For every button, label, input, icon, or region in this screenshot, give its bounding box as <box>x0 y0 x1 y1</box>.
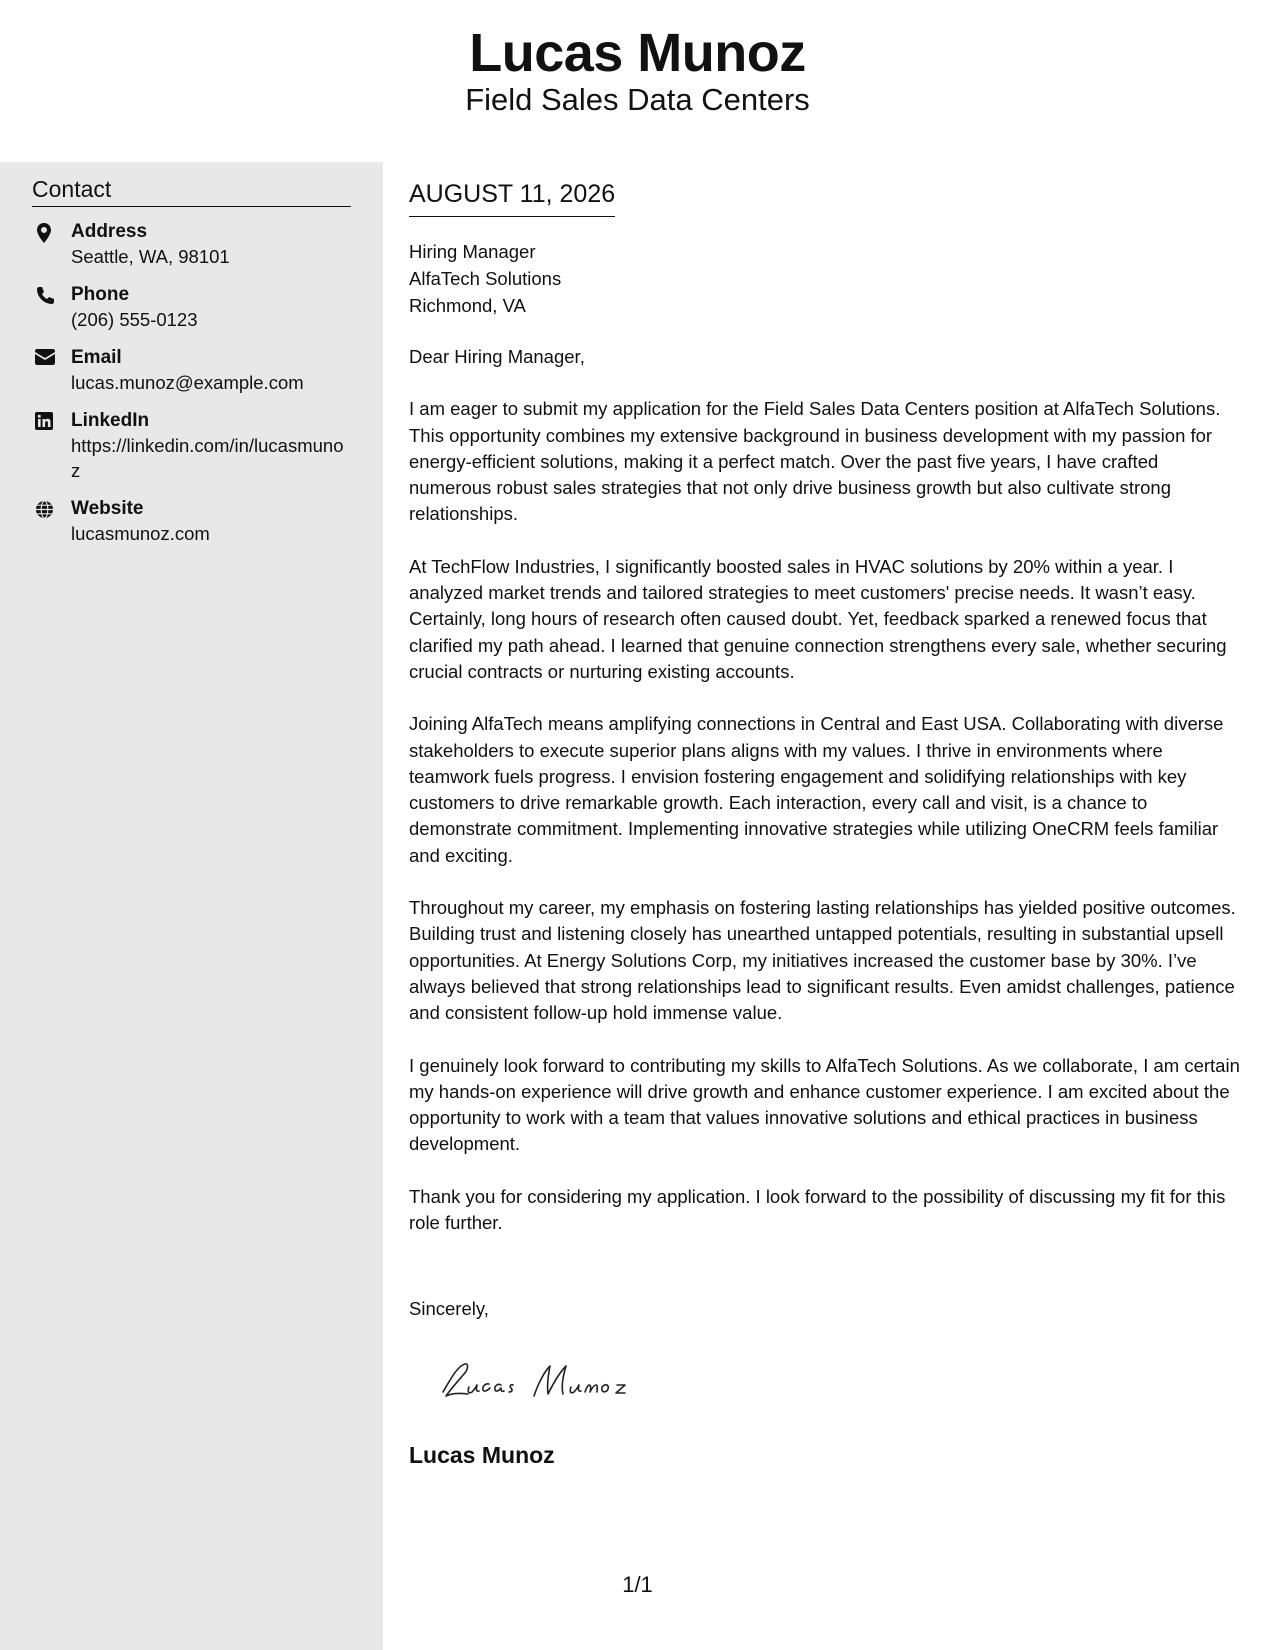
paragraph: Joining AlfaTech means amplifying connections in Central and East USA. Collaborating with diverse stakeholders to execute superior plans aligns with my values. I thrive in environments where teamwork fuels progress. I envision fostering engagement and solidifying relationships with key customers to drive remarkable growth. Each interaction, every call and visit, is a chance to demonstrate commitment. Implementing innovative strategies while utilizing OneCRM feels familiar and exciting. <box>409 713 1224 866</box>
contact-item-phone <box>32 283 352 332</box>
contact-item-linkedin <box>32 409 352 483</box>
paragraph: Thank you for considering my application. I look forward to the possibility of discussing my fit for this role further. <box>409 1185 1226 1234</box>
phone-icon <box>35 286 53 304</box>
contact-value: (206) 555-0123 <box>71 309 198 330</box>
contact-sidebar <box>0 162 383 1650</box>
contact-label: LinkedIn <box>71 410 150 431</box>
envelope-icon <box>35 349 53 367</box>
contact-value: lucas.munoz@example.com <box>71 372 304 393</box>
contact-label: Address <box>71 221 148 242</box>
handwritten-signature <box>429 1352 659 1412</box>
paragraph: Throughout my career, my emphasis on fostering lasting relationships has yielded positive outcomes. Building trust and listening closely has unearthed untapped potentials, resulting in substantial upsell opportunities. At Energy Solutions Corp, my initiatives increased the customer base by 30%. I’ve always believed that strong relationships lead to significant results. Even amidst challenges, patience and consistent follow-up hold immense value. <box>409 897 1236 1024</box>
contact-value[interactable]: https://linkedin.com/in/lucasmunoz <box>71 435 344 481</box>
contact-item-email <box>32 346 352 395</box>
signer-name: Lucas Munoz <box>409 1442 555 1468</box>
contact-value[interactable]: lucasmunoz.com <box>71 523 210 544</box>
letter-text <box>409 344 1244 1262</box>
salutation: Dear Hiring Manager, <box>409 346 585 367</box>
applicant-name: Lucas Munoz <box>469 23 806 83</box>
job-title: Field Sales Data Centers <box>465 82 810 117</box>
recipient-line: Richmond, VA <box>409 295 526 316</box>
page-number: 1/1 <box>622 1572 653 1597</box>
contact-item-address <box>32 220 352 269</box>
contact-label: Website <box>71 498 144 519</box>
contact-value: Seattle, WA, 98101 <box>71 246 230 267</box>
paragraph: I am eager to submit my application for the Field Sales Data Centers position at AlfaTech Solutions. This opportunity combines my extensive background in business development with my passion for energy-efficient solutions, making it a perfect match. Over the past five years, I have crafted numerous robust sales strategies that not only drive business growth but also cultivate strong relationships. <box>409 398 1221 525</box>
letter-date: AUGUST 11, 2026 <box>409 180 615 217</box>
letter-header <box>0 0 1275 162</box>
contact-label: Phone <box>71 284 130 305</box>
closing: Sincerely, <box>409 1298 489 1319</box>
linkedin-icon <box>35 412 53 430</box>
contact-item-website <box>32 497 352 546</box>
recipient-line: AlfaTech Solutions <box>409 268 562 289</box>
map-pin-icon <box>35 223 53 241</box>
contact-list <box>32 220 352 560</box>
contact-heading: Contact <box>32 176 351 207</box>
paragraph: At TechFlow Industries, I significantly boosted sales in HVAC solutions by 20% within a year. I analyzed market trends and tailored strategies to meet customers' precise needs. It wasn’t easy. Certainly, long hours of research often caused doubt. Yet, feedback sparked a renewed focus that clarified my path ahead. I learned that genuine connection strengthens every sale, whether securing crucial contracts or nurturing existing accounts. <box>409 555 1227 682</box>
contact-label: Email <box>71 347 122 368</box>
recipient-block <box>409 238 561 319</box>
globe-icon <box>35 500 53 518</box>
paragraph: I genuinely look forward to contributing my skills to AlfaTech Solutions. As we collaborate, I am certain my hands-on experience will drive growth and enhance customer experience. I am excited about the opportunity to work with a team that values innovative solutions and ethical practices in business development. <box>409 1054 1240 1155</box>
recipient-line: Hiring Manager <box>409 241 536 262</box>
